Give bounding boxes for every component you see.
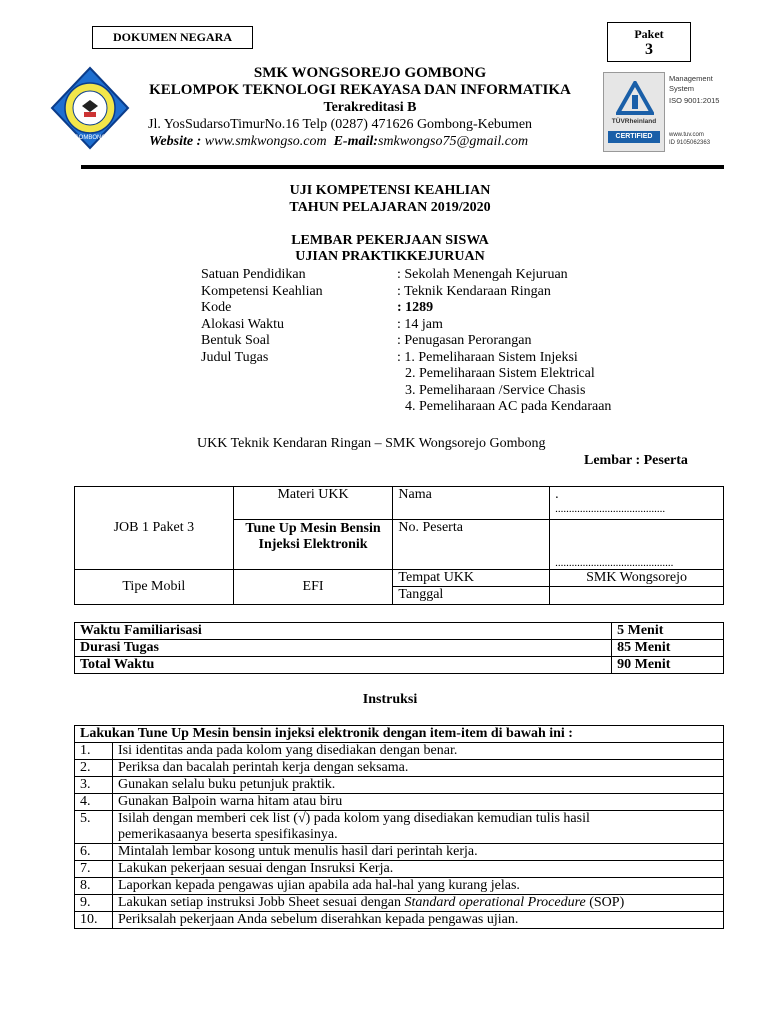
tempat-label: Tempat UKK	[393, 570, 550, 587]
paket-label: Paket	[634, 27, 664, 41]
instructions-intro: Lakukan Tune Up Mesin bensin injeksi elektronik dengan item-item di bawah ini :	[75, 726, 724, 743]
website-url[interactable]: www.smkwongso.com	[204, 134, 327, 149]
info-value: : Teknik Kendaraan Ringan	[397, 283, 551, 299]
time-label: Durasi Tugas	[75, 640, 612, 657]
tanggal-field[interactable]	[550, 587, 724, 605]
task-item: 4. Pemeliharaan AC pada Kendaraan	[405, 399, 612, 414]
group-name: KELOMPOK TEKNOLOGI REKAYASA DAN INFORMATIKA	[149, 82, 571, 98]
cert-line1: Management	[669, 74, 713, 83]
cert-line2: System	[669, 84, 695, 93]
instruction-number: 7.	[75, 861, 113, 878]
info-value: : Penugasan Perorangan	[397, 333, 532, 348]
instruction-text: Periksalah pekerjaan Anda sebelum diserahkan kepada pengawas ujian.	[112, 912, 723, 929]
instruction-row	[75, 811, 724, 844]
instruction-row	[75, 844, 724, 861]
paket-number: 3	[645, 41, 653, 58]
school-name: SMK WONGSOREJO GOMBONG	[253, 65, 487, 81]
job-table	[74, 486, 724, 605]
email-address[interactable]: smkwongso75@gmail.com	[377, 134, 529, 149]
tuv-triangle-icon	[616, 81, 654, 115]
doc-label: DOKUMEN NEGARA	[92, 26, 253, 49]
instruction-text	[112, 895, 723, 912]
instruction-text: Lakukan pekerjaan sesuai dengan Insruksi Kerja.	[112, 861, 723, 878]
instruction-text-c: (SOP)	[585, 895, 625, 910]
school-logo	[48, 66, 132, 150]
instruction-number: 4.	[75, 794, 113, 811]
instruction-text: Isi identitas anda pada kolom yang disediakan dengan benar.	[112, 743, 723, 760]
instruction-row	[75, 777, 724, 794]
info-labels	[201, 267, 323, 366]
instruction-text: Periksa dan bacalah perintah kerja dengan seksama.	[112, 760, 723, 777]
instruction-row	[75, 794, 724, 811]
info-label: Kompetensi Keahlian	[201, 283, 323, 299]
instruction-row	[75, 878, 724, 895]
instruction-row	[75, 895, 724, 912]
instruction-text: Mintalah lembar kosong untuk menulis hasil dari perintah kerja.	[112, 844, 723, 861]
website-label: Website :	[149, 134, 202, 149]
title-line3: LEMBAR PEKERJAAN SISWA	[291, 233, 489, 248]
tipe-mobil-value: EFI	[233, 570, 393, 605]
instructions-heading: Instruksi	[362, 692, 418, 707]
accreditation: Terakreditasi B	[323, 100, 417, 115]
no-peserta-field[interactable]	[550, 520, 724, 570]
instruction-text: Laporkan kepada pengawas ujian apabila ada hal-hal yang kurang jelas.	[112, 878, 723, 895]
cert-line3: ISO 9001:2015	[669, 96, 720, 105]
instruction-text: Gunakan selalu buku petunjuk praktik.	[112, 777, 723, 794]
info-label: Judul Tugas	[201, 349, 269, 365]
time-row	[75, 623, 724, 640]
header-rule	[81, 165, 724, 169]
email-label: E-mail:	[333, 134, 378, 149]
no-peserta-dots: ...........................................	[555, 557, 674, 569]
task-item: 2. Pemeliharaan Sistem Elektrical	[405, 366, 595, 381]
time-row	[75, 657, 724, 674]
instruction-row	[75, 912, 724, 929]
info-label: Alokasi Waktu	[201, 316, 284, 332]
materi-value: Tune Up Mesin Bensin Injeksi Elektronik	[233, 520, 393, 570]
instruction-number: 10.	[75, 912, 113, 929]
instruction-number: 1.	[75, 743, 113, 760]
tempat-value: SMK Wongsorejo	[550, 570, 724, 587]
time-value: 85 Menit	[612, 640, 724, 657]
time-label: Total Waktu	[75, 657, 612, 674]
title-line4: UJIAN PRAKTIKKEJURUAN	[295, 249, 485, 264]
nama-field[interactable]	[550, 487, 724, 520]
tuv-mark	[603, 72, 665, 152]
instruction-number: 5.	[75, 811, 113, 844]
time-value: 5 Menit	[612, 623, 724, 640]
instruction-row	[75, 760, 724, 777]
info-values	[397, 267, 611, 416]
instruction-number: 8.	[75, 878, 113, 895]
instruction-number: 6.	[75, 844, 113, 861]
task-item: 3. Pemeliharaan /Service Chasis	[405, 382, 586, 398]
paket-box	[607, 22, 691, 62]
time-table	[74, 622, 724, 674]
info-value: : 1. Pemeliharaan Sistem Injeksi	[397, 349, 578, 365]
time-label: Waktu Familiarisasi	[75, 623, 612, 640]
materi-label: Materi UKK	[233, 487, 393, 520]
instruction-row	[75, 861, 724, 878]
time-value: 90 Menit	[612, 657, 724, 674]
instruction-number: 3.	[75, 777, 113, 794]
instruction-number: 9.	[75, 895, 113, 912]
info-label: Satuan Pendidikan	[201, 267, 306, 282]
title-line1: UJI KOMPETENSI KEAHLIAN	[289, 183, 491, 198]
logo-text: GOMBONG	[73, 135, 107, 141]
info-value: : 1289	[397, 300, 434, 315]
title-line2: TAHUN PELAJARAN 2019/2020	[289, 200, 491, 215]
iso-cert-badge	[603, 72, 723, 152]
instruction-text: Isilah dengan memberi cek list (√) pada kolom yang disediakan kemudian tulis hasil pemerikasaanya beserta spesifikasinya.	[112, 811, 723, 844]
nama-dots: ........................................	[555, 503, 666, 515]
job-label: JOB 1 Paket 3	[113, 520, 195, 535]
sop-term: Standard operational Procedure	[404, 895, 586, 910]
instruction-number: 2.	[75, 760, 113, 777]
info-value: : Sekolah Menengah Kejuruan	[397, 267, 568, 282]
sheet-label: Lembar : Peserta	[584, 453, 688, 468]
instruction-row	[75, 743, 724, 760]
nama-label: Nama	[393, 487, 550, 520]
instruction-text-a: Lakukan setiap instruksi Jobb Sheet sesuai dengan	[117, 895, 405, 910]
address: Jl. YosSudarsoTimurNo.16 Telp (0287) 471626 Gombong-Kebumen	[148, 117, 533, 132]
cert-id: ID 9105062363	[669, 140, 711, 146]
instruction-text: Gunakan Balpoin warna hitam atau biru	[112, 794, 723, 811]
tipe-mobil-label: Tipe Mobil	[75, 570, 234, 605]
no-peserta-label: No. Peserta	[393, 520, 550, 570]
certified-banner: CERTIFIED	[608, 131, 660, 143]
tuv-brand: TÜVRheinland	[611, 118, 657, 125]
contact-line	[149, 133, 528, 150]
subtitle: UKK Teknik Kendaran Ringan – SMK Wongsorejo Gombong	[197, 436, 546, 451]
cert-site: www.tuv.com	[669, 132, 704, 138]
nama-dot: .	[555, 487, 559, 502]
info-label: Bentuk Soal	[201, 333, 270, 348]
time-row	[75, 640, 724, 657]
info-label: Kode	[201, 300, 232, 315]
info-value: : 14 jam	[397, 316, 443, 332]
tanggal-label: Tanggal	[393, 587, 550, 605]
job-cell	[75, 487, 234, 570]
instructions-table	[74, 725, 724, 929]
